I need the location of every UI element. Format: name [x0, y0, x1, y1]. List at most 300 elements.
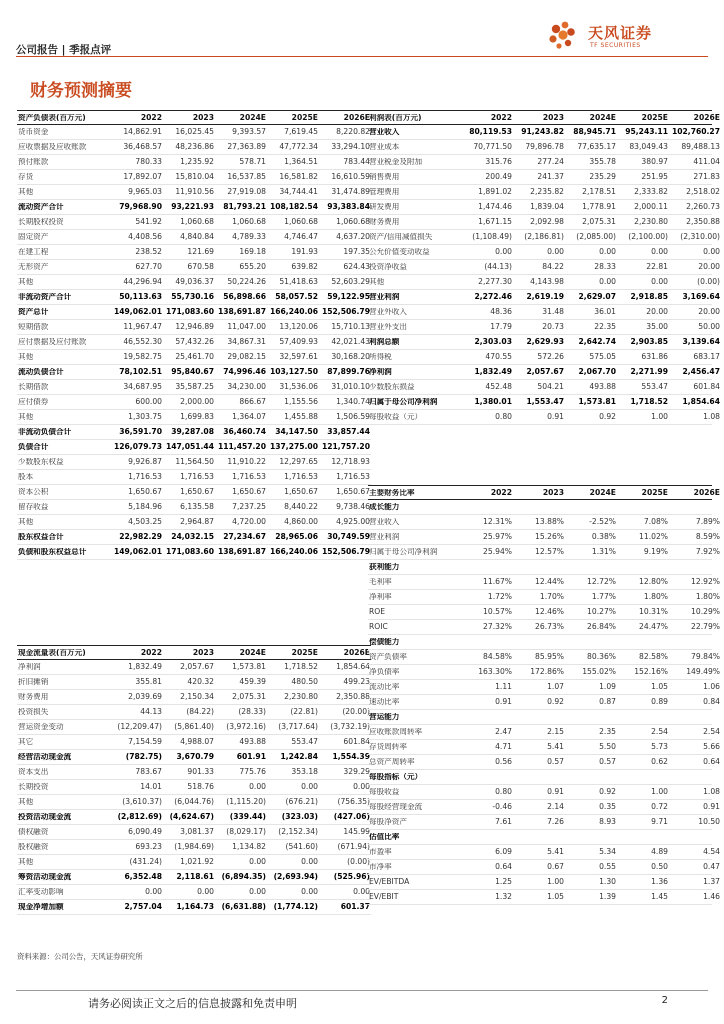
cell-value: 1,716.53	[336, 472, 370, 482]
cell-value: 0.00	[495, 247, 512, 257]
cell-value: 8,440.22	[284, 502, 318, 512]
table-row	[368, 770, 712, 785]
table-row	[17, 750, 371, 765]
table-row	[17, 365, 371, 380]
row-label: 存货	[18, 173, 34, 181]
cell-value: 0.00	[145, 887, 162, 897]
cell-value: 2,456.47	[682, 367, 720, 377]
cell-value: 1,778.91	[582, 202, 616, 212]
company-logo	[544, 18, 694, 54]
cell-value: 82.58%	[639, 652, 668, 662]
cell-value: 0.00	[301, 887, 318, 897]
cell-value: 241.37	[537, 172, 564, 182]
table-row	[17, 215, 371, 230]
cell-value: 24.47%	[639, 622, 668, 632]
cell-value: 3,081.37	[180, 827, 214, 837]
cell-value: (12,209.47)	[117, 722, 162, 732]
table-row	[368, 125, 720, 140]
cell-value: 20.00	[698, 307, 720, 317]
cell-value: 19,582.75	[123, 352, 162, 362]
table-row	[368, 140, 720, 155]
logo-chinese-text: 天风证券	[588, 24, 653, 42]
cell-value: 126,079.73	[113, 442, 162, 452]
cell-value: 1.45	[651, 892, 668, 902]
table-row	[368, 800, 720, 815]
cell-value: 0.50	[651, 862, 668, 872]
cell-value: 15.26%	[535, 532, 564, 542]
row-label: 少数股东损益	[369, 383, 415, 391]
cell-value: 1.25	[495, 877, 512, 887]
table-row	[17, 690, 371, 705]
cell-value: 0.00	[651, 277, 668, 287]
row-label: 非流动负债合计	[18, 428, 72, 436]
cell-value: 1.11	[495, 682, 512, 692]
cell-value: 27,919.08	[227, 187, 266, 197]
cell-value: 1.08	[703, 787, 720, 797]
row-label: 成长能力	[369, 503, 400, 511]
cell-value: 493.88	[239, 737, 266, 747]
table-row	[17, 720, 371, 735]
cell-value: 31,010.10	[331, 382, 370, 392]
cell-value: 0.35	[599, 802, 616, 812]
table-row	[368, 350, 720, 365]
row-label: 无形资产	[18, 263, 49, 271]
row-label: 其他	[18, 518, 34, 526]
row-label: 财务费用	[369, 218, 400, 226]
cell-value: 31.48	[542, 307, 564, 317]
cell-value: 2,230.80	[284, 692, 318, 702]
cell-value: 30,168.20	[331, 352, 370, 362]
cell-value: (84.22)	[186, 707, 214, 717]
cell-value: 1,573.81	[578, 397, 616, 407]
cell-value: 600.00	[135, 397, 162, 407]
cell-value: 271.83	[693, 172, 720, 182]
cell-value: 1.77%	[591, 592, 616, 602]
table-header	[17, 645, 371, 660]
row-label: 筹资活动现金流	[18, 873, 72, 881]
table-row	[17, 660, 371, 675]
cell-value: 4,860.00	[284, 517, 318, 527]
cell-value: 5,184.96	[128, 502, 162, 512]
cell-value: 4,840.84	[180, 232, 214, 242]
cell-value: 31,536.06	[279, 382, 318, 392]
cell-value: 108,182.54	[269, 202, 318, 212]
row-label: 货币资金	[18, 128, 49, 136]
cell-value: 152.16%	[634, 667, 668, 677]
cell-value: 4,746.47	[284, 232, 318, 242]
cell-value: 20.00	[646, 307, 668, 317]
cell-value: (339.44)	[229, 812, 266, 822]
cell-value: 2,230.80	[634, 217, 668, 227]
cell-value: 0.57	[599, 757, 616, 767]
cell-value: 639.82	[291, 262, 318, 272]
cell-value: 499.23	[343, 677, 370, 687]
cell-value: 35,587.25	[175, 382, 214, 392]
cell-value: 138,691.87	[217, 547, 266, 557]
cell-value: 6,090.49	[128, 827, 162, 837]
cell-value: (3,717.64)	[278, 722, 318, 732]
row-label: 资本支出	[18, 768, 49, 776]
cell-value: (3,732.19)	[330, 722, 370, 732]
cell-value: 470.55	[485, 352, 512, 362]
cell-value: 172.86%	[530, 667, 564, 677]
cell-value: 4,988.07	[180, 737, 214, 747]
cell-value: 575.05	[589, 352, 616, 362]
cell-value: 25,461.70	[175, 352, 214, 362]
table-row	[368, 170, 720, 185]
row-label: 非流动资产合计	[18, 293, 72, 301]
cell-value: (8,029.17)	[226, 827, 266, 837]
cell-value: 4.71	[495, 742, 512, 752]
cell-value: 0.57	[547, 757, 564, 767]
cell-value: 1.70%	[539, 592, 564, 602]
cell-value: 2,000.11	[634, 202, 668, 212]
cell-value: 79,968.90	[119, 202, 162, 212]
row-label: 市盈率	[369, 848, 392, 856]
cell-value: 0.00	[249, 887, 266, 897]
cell-value: 2,039.69	[128, 692, 162, 702]
table-row	[17, 350, 371, 365]
row-label: 预付账款	[18, 158, 49, 166]
cell-value: 87,899.76	[327, 367, 370, 377]
cell-value: (6,894.35)	[221, 872, 266, 882]
cell-value: 16,025.45	[175, 127, 214, 137]
cell-value: 3,169.64	[682, 292, 720, 302]
cell-value: 866.67	[239, 397, 266, 407]
cell-value: 7.92%	[695, 547, 720, 557]
cell-value: 693.23	[135, 842, 162, 852]
table-row	[17, 320, 371, 335]
cash-flow-table	[17, 645, 371, 915]
table-row	[17, 335, 371, 350]
cell-value: 14.01	[140, 782, 162, 792]
table-row	[368, 515, 720, 530]
cell-value: 1,716.53	[284, 472, 318, 482]
cell-value: 2,964.87	[180, 517, 214, 527]
row-label: 每股净资产	[369, 818, 407, 826]
cell-value: 2,260.73	[686, 202, 720, 212]
cell-value: 1,155.56	[284, 397, 318, 407]
cell-value: (756.35)	[337, 797, 370, 807]
row-label: 营业税金及附加	[369, 158, 423, 166]
cell-value: 1.00	[651, 412, 668, 422]
cell-value: 36,468.57	[123, 142, 162, 152]
cell-value: 33,294.10	[331, 142, 370, 152]
cell-value: 2,178.51	[582, 187, 616, 197]
cell-value: 0.92	[599, 412, 616, 422]
cell-value: 1,716.53	[180, 472, 214, 482]
table-row	[17, 185, 371, 200]
cell-value: 1,716.53	[232, 472, 266, 482]
cell-value: 578.71	[239, 157, 266, 167]
cell-value: 3,670.79	[176, 752, 214, 762]
cell-value: 4.54	[703, 847, 720, 857]
cell-value: 50,113.63	[119, 292, 162, 302]
cell-value: 11.67%	[483, 577, 512, 587]
cell-value: 1.30	[599, 877, 616, 887]
cell-value: 2,903.85	[630, 337, 668, 347]
cell-value: 2,277.30	[478, 277, 512, 287]
row-label: 其他	[369, 278, 385, 286]
cell-value: 0.00	[599, 247, 616, 257]
cell-value: 1,060.68	[336, 217, 370, 227]
income-statement-table	[368, 110, 720, 425]
cell-value: (525.96)	[333, 872, 370, 882]
cell-value: (2,152.34)	[278, 827, 318, 837]
cell-value: 93,221.93	[171, 202, 214, 212]
table-row	[368, 815, 720, 830]
cell-value: (0.00)	[347, 857, 370, 867]
row-label: 应付债券	[18, 398, 49, 406]
table-row	[368, 155, 720, 170]
column-header: 2026E	[693, 112, 720, 122]
row-label: EV/EBITDA	[369, 878, 410, 886]
cell-value: 0.80	[495, 412, 512, 422]
table-row	[17, 705, 371, 720]
cell-value: 57,432.26	[175, 337, 214, 347]
cell-value: 7,619.45	[284, 127, 318, 137]
cell-value: -2.52%	[589, 517, 616, 527]
cell-value: 91,243.82	[521, 127, 564, 137]
row-label: 净负债率	[369, 668, 400, 676]
row-label: 短期借款	[18, 323, 49, 331]
cell-value: 1,164.73	[176, 902, 214, 912]
cell-value: 16,610.59	[331, 172, 370, 182]
cell-value: 28.33	[594, 262, 616, 272]
cell-value: 8,220.82	[336, 127, 370, 137]
row-label: 营业利润	[369, 533, 400, 541]
table-row	[368, 200, 720, 215]
cell-value: 277.24	[537, 157, 564, 167]
row-label: 市净率	[369, 863, 392, 871]
cell-value: (1,108.49)	[472, 232, 512, 242]
cell-value: 1,650.67	[180, 487, 214, 497]
row-label: 其他	[18, 188, 34, 196]
table-row	[17, 855, 371, 870]
column-header: 2023	[542, 487, 564, 497]
cell-value: 2,303.03	[474, 337, 512, 347]
row-label: 资本公积	[18, 488, 49, 496]
cell-value: 155.02%	[582, 667, 616, 677]
cell-value: 0.92	[599, 787, 616, 797]
row-label: 营业利润	[369, 293, 400, 301]
table-row	[368, 260, 720, 275]
cell-value: 48.36	[490, 307, 512, 317]
cell-value: 30,749.59	[327, 532, 370, 542]
cell-value: (6,631.88)	[221, 902, 266, 912]
cell-value: 80.36%	[587, 652, 616, 662]
table-row	[17, 840, 371, 855]
cell-value: 251.95	[641, 172, 668, 182]
cell-value: 0.00	[599, 277, 616, 287]
cell-value: 4,143.98	[530, 277, 564, 287]
cell-value: 10.31%	[639, 607, 668, 617]
cell-value: 1.46	[703, 892, 720, 902]
table-row	[17, 125, 371, 140]
cell-value: 102,760.27	[671, 127, 720, 137]
cell-value: 12.57%	[535, 547, 564, 557]
cell-value: 191.93	[291, 247, 318, 257]
cell-value: 9,738.46	[336, 502, 370, 512]
cell-value: (3,972.16)	[226, 722, 266, 732]
cell-value: 901.33	[187, 767, 214, 777]
cell-value: 1,854.64	[336, 662, 370, 672]
column-header: 2025E	[291, 112, 318, 122]
table-row	[368, 875, 720, 890]
cell-value: 10.50	[698, 817, 720, 827]
cell-value: 1,671.15	[478, 217, 512, 227]
cell-value: 2,629.07	[578, 292, 616, 302]
cell-value: 6.09	[495, 847, 512, 857]
cell-value: 35.00	[646, 322, 668, 332]
cell-value: 163.30%	[478, 667, 512, 677]
cell-value: 1,474.46	[478, 202, 512, 212]
cell-value: 2,118.61	[176, 872, 214, 882]
table-row	[17, 810, 371, 825]
cell-value: 147,051.44	[165, 442, 214, 452]
table-row	[368, 890, 720, 905]
cell-value: 775.76	[239, 767, 266, 777]
cell-value: 0.38%	[591, 532, 616, 542]
table-header	[368, 110, 720, 125]
cell-value: 0.64	[703, 757, 720, 767]
table-row	[368, 245, 720, 260]
cell-value: 601.91	[236, 752, 266, 762]
cell-value: 1.05	[651, 682, 668, 692]
cell-value: 1.08	[703, 412, 720, 422]
footer-disclaimer: 请务必阅读正文之后的信息披露和免责申明	[88, 997, 297, 1010]
cell-value: 26.84%	[587, 622, 616, 632]
cell-value: 0.92	[547, 697, 564, 707]
cell-value: 171,083.60	[165, 547, 214, 557]
table-row	[17, 470, 371, 485]
row-label: 净利润	[369, 368, 392, 376]
cell-value: 2,333.82	[634, 187, 668, 197]
cell-value: 138,691.87	[217, 307, 266, 317]
column-header: 2023	[192, 647, 214, 657]
column-header: 2024E	[589, 487, 616, 497]
table-row	[17, 260, 371, 275]
cell-value: 28,965.06	[275, 532, 318, 542]
row-label: 营运能力	[369, 713, 400, 721]
cell-value: 24,032.15	[171, 532, 214, 542]
cell-value: 16,537.85	[227, 172, 266, 182]
cell-value: 36,460.74	[223, 427, 266, 437]
cell-value: -0.46	[492, 802, 512, 812]
row-label: 其他	[18, 858, 34, 866]
cell-value: 1,650.67	[232, 487, 266, 497]
cell-value: 1,303.75	[128, 412, 162, 422]
cell-value: 44,296.94	[123, 277, 162, 287]
cell-value: 2,150.34	[180, 692, 214, 702]
cell-value: 34,147.50	[275, 427, 318, 437]
row-label: 营业成本	[369, 143, 400, 151]
row-label: 所得税	[369, 353, 392, 361]
cell-value: 2,235.82	[530, 187, 564, 197]
table-row	[368, 590, 720, 605]
cell-value: 624.43	[343, 262, 370, 272]
cell-value: 14,862.91	[123, 127, 162, 137]
cell-value: 57,409.93	[279, 337, 318, 347]
column-header: 2025E	[641, 112, 668, 122]
row-label: 少数股东权益	[18, 458, 64, 466]
cell-value: 79.84%	[691, 652, 720, 662]
cell-value: 145.99	[343, 827, 370, 837]
row-label: 资产负债率	[369, 653, 407, 661]
cell-value: 10.27%	[587, 607, 616, 617]
column-header: 2025E	[291, 647, 318, 657]
table-row	[368, 725, 720, 740]
cell-value: 25.97%	[483, 532, 512, 542]
row-label: 销售费用	[369, 173, 400, 181]
cell-value: 27.32%	[483, 622, 512, 632]
report-header	[16, 18, 708, 58]
cell-value: (22.81)	[290, 707, 318, 717]
cell-value: 26.73%	[535, 622, 564, 632]
cell-value: 0.00	[301, 782, 318, 792]
cell-value: 74,996.46	[223, 367, 266, 377]
column-header: 2026E	[343, 112, 370, 122]
cell-value: (676.21)	[285, 797, 318, 807]
table-row	[17, 410, 371, 425]
cell-value: 149.49%	[686, 667, 720, 677]
cell-value: 2,918.85	[630, 292, 668, 302]
row-label: 股权融资	[18, 843, 49, 851]
cell-value: 56,898.66	[223, 292, 266, 302]
table-row	[17, 170, 371, 185]
row-label: 长期借款	[18, 383, 49, 391]
cell-value: 55,730.16	[171, 292, 214, 302]
table-row	[368, 845, 720, 860]
table-title: 资产负债表(百万元)	[18, 113, 86, 122]
cell-value: 6,352.48	[124, 872, 162, 882]
cell-value: 11.02%	[639, 532, 668, 542]
cell-value: 0.47	[703, 862, 720, 872]
cell-value: 111,457.20	[217, 442, 266, 452]
table-row	[368, 755, 720, 770]
row-label: 估值比率	[369, 833, 400, 841]
cell-value: 601.37	[340, 902, 370, 912]
cell-value: (782.75)	[125, 752, 162, 762]
cell-value: 0.89	[651, 697, 668, 707]
cell-value: (427.06)	[333, 812, 370, 822]
cell-value: (2,100.00)	[628, 232, 668, 242]
row-label: 归属于母公司净利润	[369, 398, 438, 406]
cell-value: 2,272.46	[474, 292, 512, 302]
cell-value: (4,624.67)	[169, 812, 214, 822]
cell-value: (6,044.76)	[174, 797, 214, 807]
cell-value: 36.01	[594, 307, 616, 317]
cell-value: 11,910.56	[175, 187, 214, 197]
cell-value: 0.87	[599, 697, 616, 707]
cell-value: 1.09	[599, 682, 616, 692]
cell-value: 655.20	[239, 262, 266, 272]
cell-value: 152,506.79	[321, 307, 370, 317]
cell-value: 0.56	[495, 757, 512, 767]
cell-value: 1,854.64	[682, 397, 720, 407]
cell-value: 11,967.47	[123, 322, 162, 332]
table-row	[368, 305, 720, 320]
row-label: 财务费用	[18, 693, 49, 701]
cell-value: 2,092.98	[530, 217, 564, 227]
cell-value: (2,186.81)	[524, 232, 564, 242]
row-label: 研发费用	[369, 203, 400, 211]
cell-value: 4.89	[651, 847, 668, 857]
cell-value: 17.79	[490, 322, 512, 332]
cell-value: 601.84	[343, 737, 370, 747]
cell-value: (44.13)	[484, 262, 512, 272]
cell-value: 3,139.64	[682, 337, 720, 347]
